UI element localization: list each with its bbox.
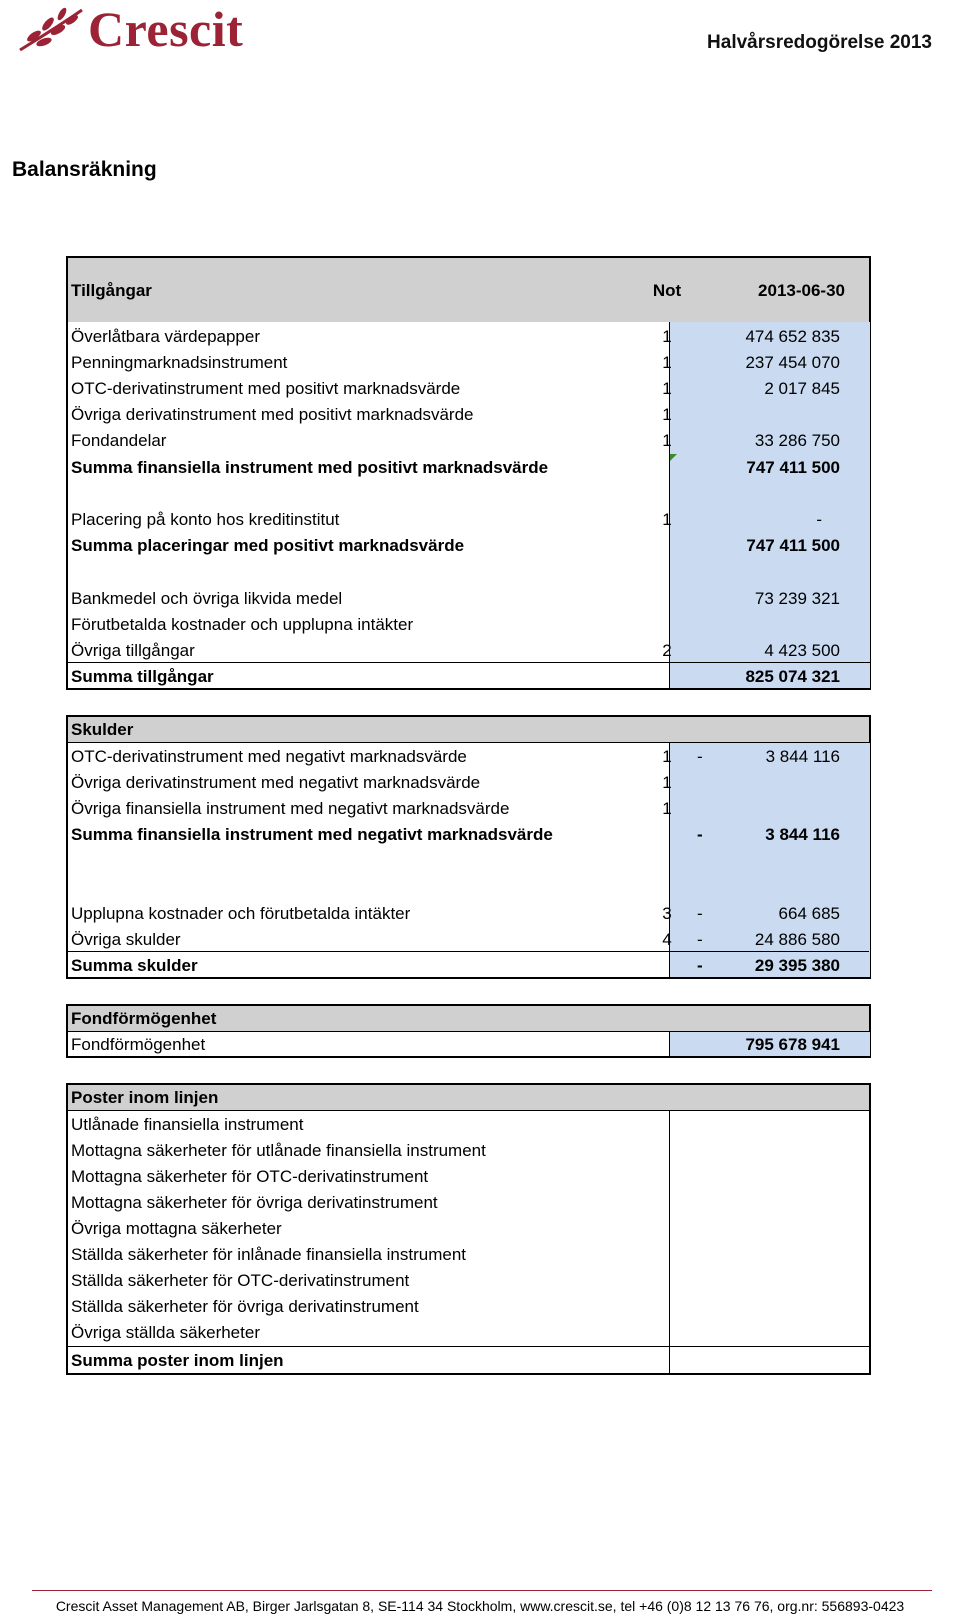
footer-divider [32,1590,932,1591]
asset-row: Fondandelar 1 33 286 750 [71,431,840,450]
offbalance-row: Utlånade finansiella instrument [71,1115,304,1134]
fund-title: Fondförmögenhet [71,1009,217,1028]
liability-row: Övriga skulder 4 - 24 886 580 [71,930,840,949]
fund-row: Fondförmögenhet 795 678 941 [71,1035,840,1054]
offbalance-row: Ställda säkerheter för inlånade finansiella instrument [71,1245,467,1264]
asset-subtotal-row: Summa placeringar med positivt marknadsvärde 747 411 500 [71,536,840,555]
offbalance-row: Ställda säkerheter för övriga derivatinstrument [71,1297,419,1316]
date-column-header: 2013-06-30 [758,281,845,300]
offbalance-row: Ställda säkerheter för OTC-derivatinstrument [71,1271,410,1290]
asset-row: Penningmarknadsinstrument 1 237 454 070 [71,353,840,372]
liability-row: OTC-derivatinstrument med negativt marknadsvärde 1 - 3 844 116 [71,747,840,766]
offbalance-row: Mottagna säkerheter för utlånade finansiella instrument [71,1141,486,1160]
document-title: Halvårsredogörelse 2013 [707,32,932,53]
offbalance-title: Poster inom linjen [71,1088,219,1107]
asset-row: Övriga derivatinstrument med positivt marknadsvärde 1 [71,405,672,424]
liability-row: Upplupna kostnader och förutbetalda intäkter 3 - 664 685 [71,904,840,923]
crescit-logo [16,1,276,60]
footer-address: Crescit Asset Management AB, Birger Jarlsgatan 8, SE-114 34 Stockholm, www.crescit.se, tel +46 (0)8 12 13 76 76, org.nr: 556893-0423 [55,1598,905,1614]
laurel-branch-icon [16,6,86,56]
assets-total-row: Summa tillgångar 825 074 321 [71,667,840,686]
page-title: Balansräkning [12,158,157,181]
liability-subtotal-row: Summa finansiella instrument med negativt marknadsvärde - 3 844 116 [71,825,840,844]
asset-row: Överlåtbara värdepapper 1 474 652 835 [71,327,840,346]
liabilities-title: Skulder [71,720,134,739]
asset-row: Förutbetalda kostnader och upplupna intäkter [71,615,414,634]
offbalance-row: Mottagna säkerheter för OTC-derivatinstrument [71,1167,429,1186]
offbalance-row: Mottagna säkerheter för övriga derivatinstrument [71,1193,438,1212]
asset-row: Övriga tillgångar 2 4 423 500 [71,641,840,660]
section-title: Tillgångar [71,281,152,300]
offbalance-row: Övriga mottagna säkerheter [71,1219,282,1238]
liability-row: Övriga finansiella instrument med negativt marknadsvärde 1 [71,799,672,818]
brand-name: Crescit [88,1,244,57]
note-column-header: Not [652,281,682,300]
asset-row: Bankmedel och övriga likvida medel 73 239 321 [71,589,840,608]
asset-subtotal-row: Summa finansiella instrument med positivt marknadsvärde 747 411 500 [71,458,840,477]
offbalance-row: Övriga ställda säkerheter [71,1323,260,1342]
liabilities-total-row: Summa skulder - 29 395 380 [71,956,840,975]
liability-row: Övriga derivatinstrument med negativt marknadsvärde 1 [71,773,672,792]
offbalance-total-row: Summa poster inom linjen [71,1351,284,1370]
asset-row: Placering på konto hos kreditinstitut 1 - [71,510,822,529]
assets-header-row [67,277,900,304]
asset-row: OTC-derivatinstrument med positivt marknadsvärde 1 2 017 845 [71,379,840,398]
